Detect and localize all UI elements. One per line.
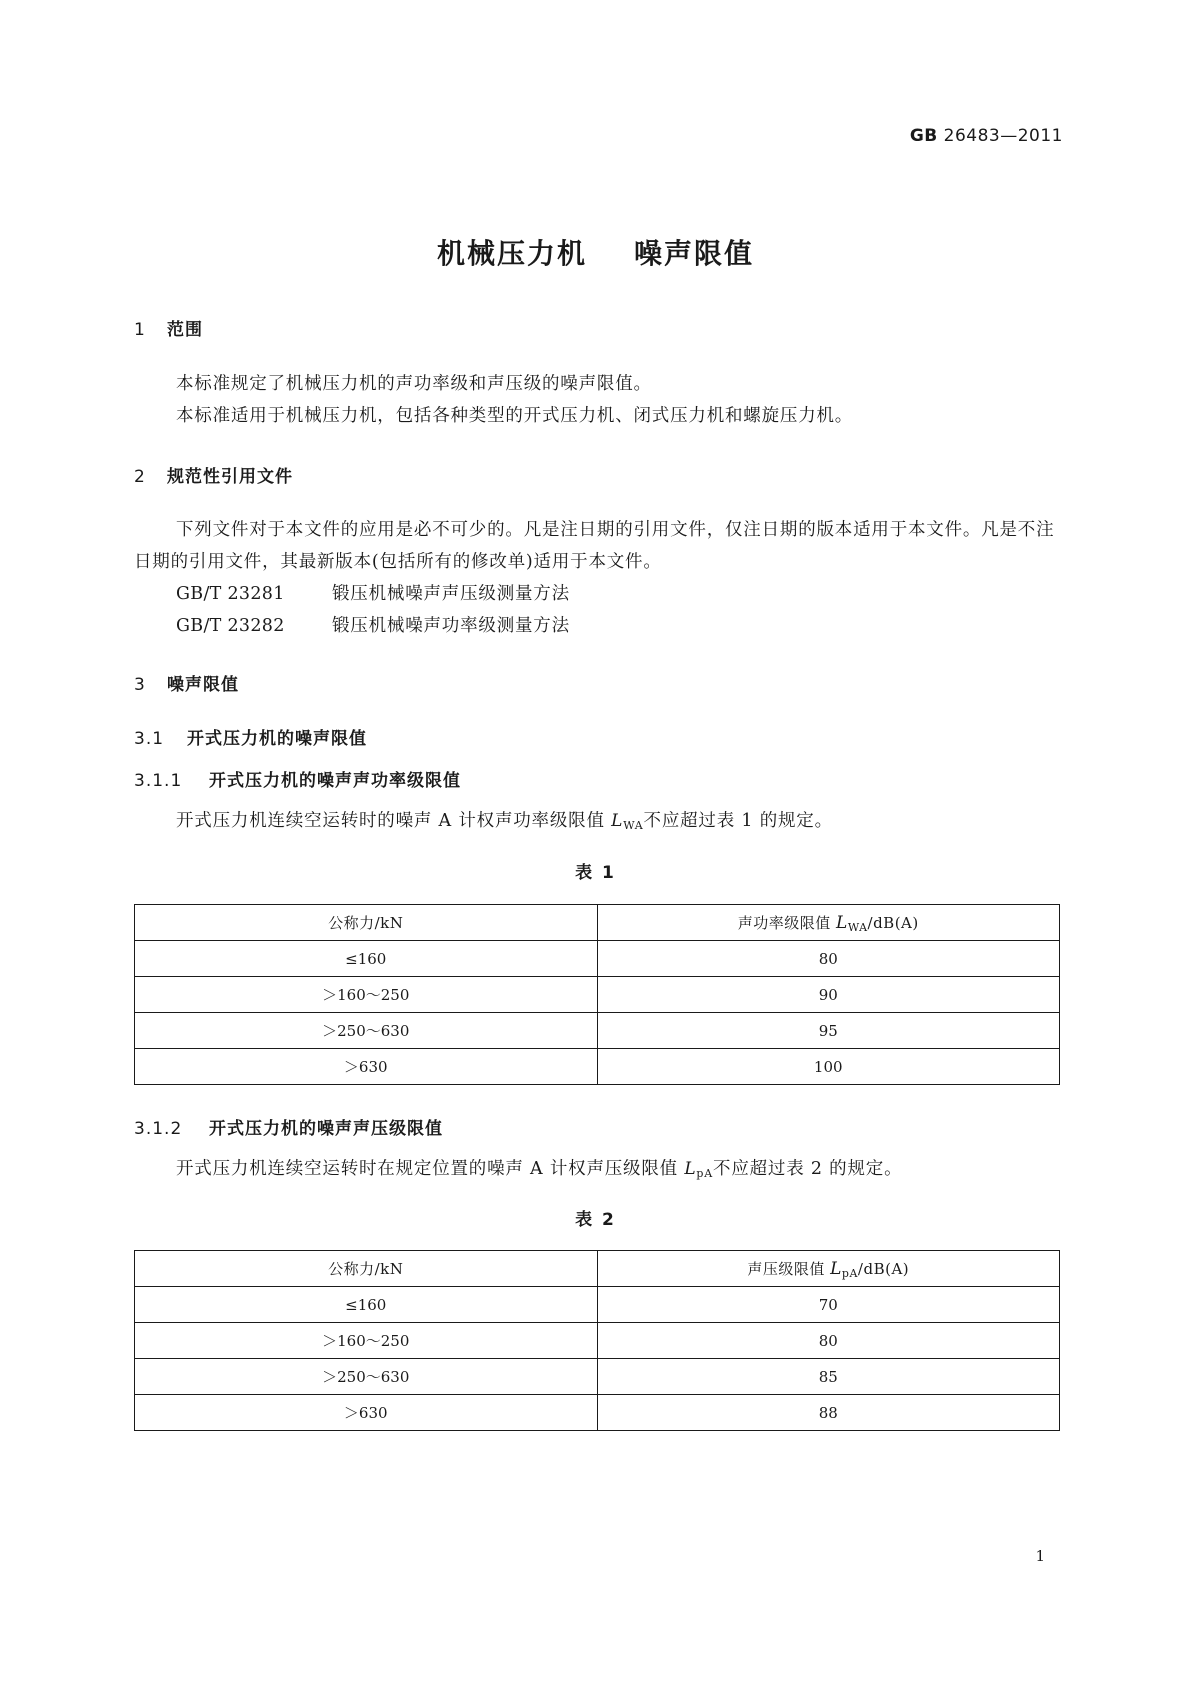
section-number: 3.1: [134, 729, 165, 749]
reference-code: GB/T 23281: [176, 584, 285, 604]
column-header-sound-power: 声功率级限值 $L_{WA}/dB(A)$: [597, 905, 1060, 941]
section-1-heading: [134, 315, 203, 340]
symbol-lwa: $L_{WA}$: [611, 811, 644, 832]
table-row: ＞630 88: [135, 1395, 1060, 1431]
section-2-heading: [134, 462, 293, 487]
section-2-body: [134, 514, 1060, 642]
paragraph: 下列文件对于本文件的应用是必不可少的。凡是注日期的引用文件，仅注日期的版本适用于本文件。凡是不注日期的引用文件，其最新版本(包括所有的修改单)适用于本文件。: [134, 520, 1055, 572]
section-3-1-2-heading: [134, 1114, 443, 1139]
section-title: 噪声限值: [167, 675, 239, 695]
section-number: 3.1.1: [134, 771, 183, 791]
section-number: 2: [134, 467, 146, 487]
reference-code: GB/T 23282: [176, 616, 285, 636]
section-3-1-2-body: [134, 1153, 1060, 1190]
table-row: ＞160～250 90: [135, 977, 1060, 1013]
reference-item: [134, 610, 1060, 642]
document-title: 机械压力机 噪声限值: [437, 237, 754, 270]
table-header-row: [135, 1251, 1060, 1287]
section-3-heading: [134, 670, 239, 695]
section-1-body: [134, 368, 1060, 432]
section-3-1-heading: [134, 724, 367, 749]
section-title: 规范性引用文件: [167, 467, 293, 487]
standard-code: [910, 126, 1063, 146]
section-3-1-1-heading: [134, 766, 461, 791]
table-row: ＞250～630 95: [135, 1013, 1060, 1049]
table-row: ＞630 100: [135, 1049, 1060, 1085]
paragraph: 本标准规定了机械压力机的声功率级和声压级的噪声限值。: [176, 374, 652, 394]
table-row: ≤160 80: [135, 941, 1060, 977]
table-1-caption: 表 1: [575, 863, 616, 883]
reference-title: 锻压机械噪声声压级测量方法: [332, 584, 570, 604]
standard-number: 26483—2011: [943, 126, 1063, 146]
table-2-caption: 表 2: [575, 1210, 616, 1230]
section-number: 1: [134, 320, 146, 340]
paragraph: 开式压力机连续空运转时的噪声 A 计权声功率级限值 $L_{WA}$不应超过表 1 的规定。: [176, 811, 833, 832]
page-number: 1: [1035, 1547, 1045, 1565]
column-header-force: 公称力/kN: [135, 1251, 598, 1287]
symbol-lpa: $L_{pA}$: [684, 1159, 714, 1180]
section-3-1-1-body: [134, 805, 1060, 842]
column-header-force: 公称力/kN: [135, 905, 598, 941]
table-row: ＞160～250 80: [135, 1323, 1060, 1359]
reference-item: [134, 578, 1060, 610]
column-header-sound-pressure: 声压级限值 $L_{pA}/dB(A)$: [597, 1251, 1060, 1287]
section-title: 开式压力机的噪声声压级限值: [209, 1119, 443, 1139]
section-title: 开式压力机的噪声限值: [187, 729, 367, 749]
table-1: [134, 904, 1060, 1085]
paragraph: 开式压力机连续空运转时在规定位置的噪声 A 计权声压级限值 $L_{pA}$不应超过表 2 的规定。: [176, 1159, 903, 1180]
standard-prefix: GB: [909, 126, 938, 146]
table-row: ≤160 70: [135, 1287, 1060, 1323]
table-header-row: [135, 905, 1060, 941]
reference-title: 锻压机械噪声功率级测量方法: [332, 616, 570, 636]
section-number: 3: [134, 675, 146, 695]
paragraph: 本标准适用于机械压力机，包括各种类型的开式压力机、闭式压力机和螺旋压力机。: [176, 406, 854, 426]
section-title: 范围: [167, 320, 203, 340]
section-number: 3.1.2: [134, 1119, 183, 1139]
section-title: 开式压力机的噪声声功率级限值: [209, 771, 461, 791]
table-2: [134, 1250, 1060, 1431]
table-row: ＞250～630 85: [135, 1359, 1060, 1395]
